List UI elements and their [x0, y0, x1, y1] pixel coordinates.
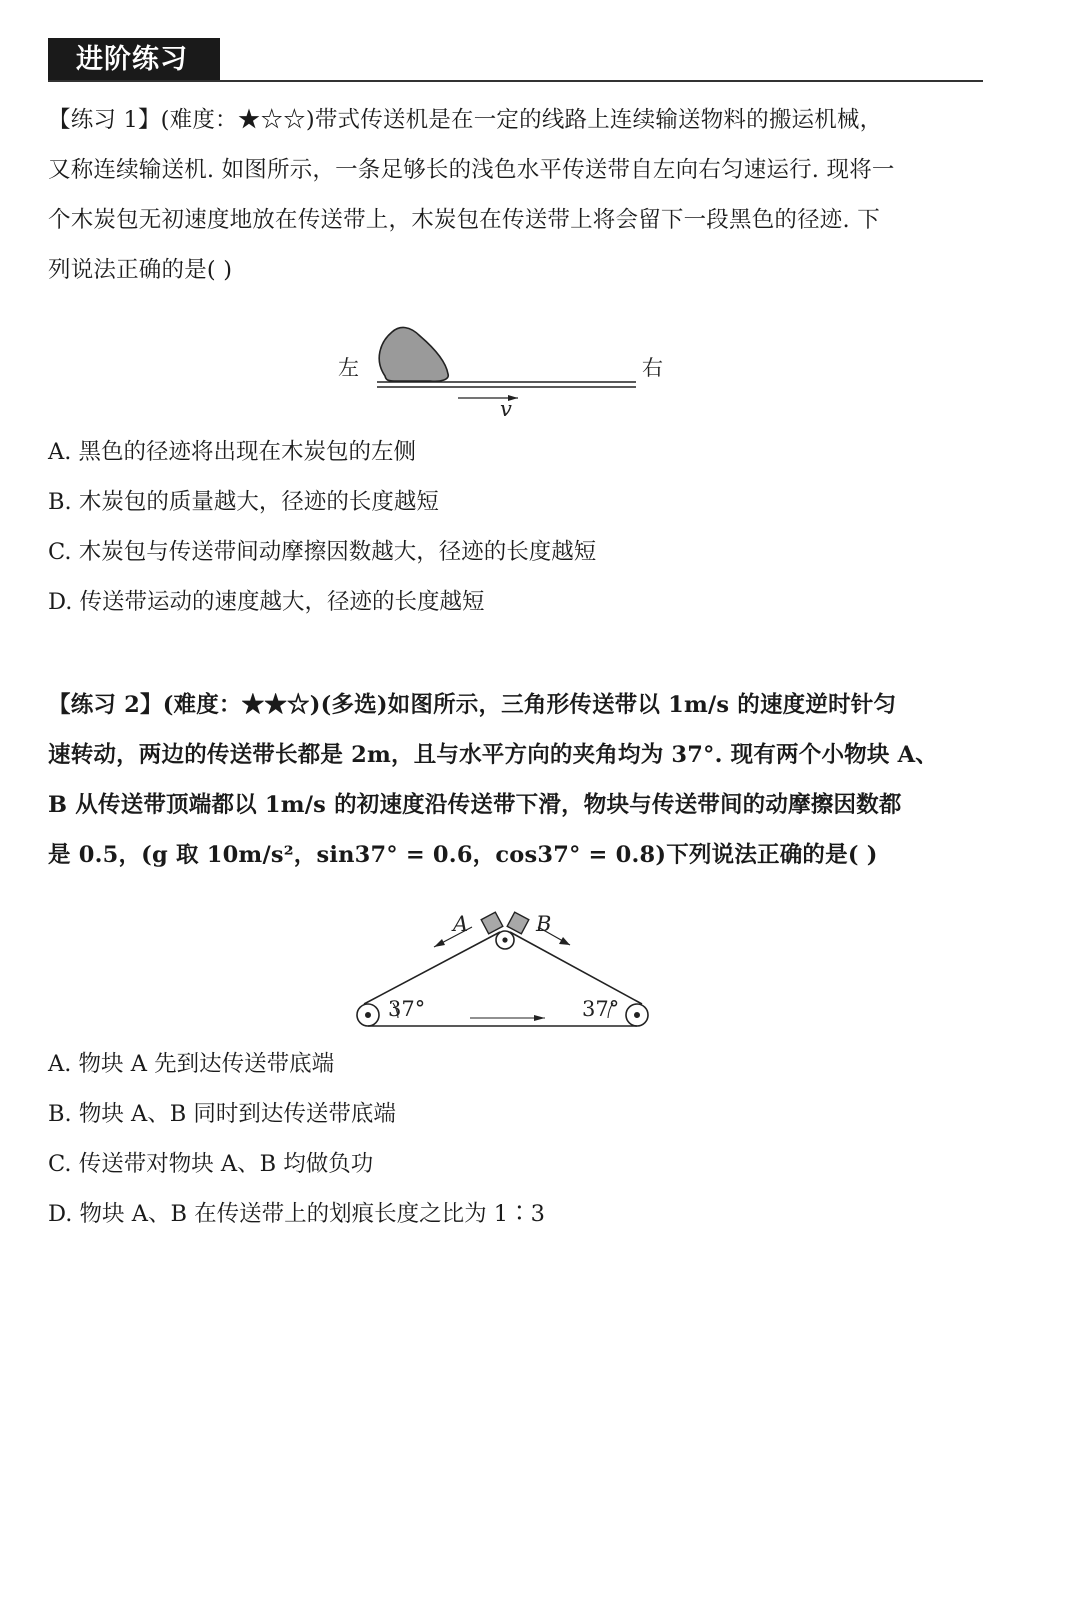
angle-right: 37°	[582, 997, 620, 1021]
option-a: A. 黑色的径迹将出现在木炭包的左侧	[48, 439, 417, 465]
option-b: B. 木炭包的质量越大，径迹的长度越短	[48, 489, 439, 515]
option-d: D. 传送带运动的速度越大，径迹的长度越短	[48, 589, 485, 615]
option-d: D. 物块 A、B 在传送带上的划痕长度之比为 1∶3	[48, 1201, 545, 1227]
charcoal-bag-shape	[379, 327, 448, 381]
option-c: C. 木炭包与传送带间动摩擦因数越大，径迹的长度越短	[48, 539, 597, 565]
triangle-conveyor-figure	[350, 905, 660, 1035]
label-b: B	[536, 912, 552, 936]
block-a	[481, 912, 503, 934]
question-2-line: 【练习 2】(难度：★★☆)(多选)如图所示，三角形传送带以 1m/s 的速度逆时针匀	[48, 692, 897, 718]
option-b: B. 物块 A、B 同时到达传送带底端	[48, 1101, 396, 1127]
label-a: A	[453, 912, 469, 936]
option-a: A. 物块 A 先到达传送带底端	[48, 1051, 335, 1077]
left-label: 左	[338, 356, 359, 380]
question-2-line: 是 0.5，(g 取 10m/s²，sin37° = 0.6，cos37° = 0.8)下列说法正确的是( )	[48, 842, 878, 868]
option-c: C. 传送带对物块 A、B 均做负功	[48, 1151, 374, 1177]
question-1-line: 列说法正确的是( )	[48, 257, 233, 283]
question-2-stem	[48, 680, 988, 880]
velocity-label: v	[500, 397, 512, 421]
question-2-line: 速转动，两边的传送带长都是 2m，且与水平方向的夹角均为 37°. 现有两个小物块 A、	[48, 742, 938, 768]
question-1-stem	[48, 95, 988, 295]
question-2-line: B 从传送带顶端都以 1m/s 的初速度沿传送带下滑，物块与传送带间的动摩擦因数都	[48, 792, 902, 818]
question-1-line: 【练习 1】(难度：★☆☆)带式传送机是在一定的线路上连续输送物料的搬运机械，	[48, 107, 883, 133]
conveyor-belt-figure	[330, 320, 680, 430]
section-title: 进阶练习	[48, 38, 220, 82]
section-header	[48, 38, 983, 84]
right-label: 右	[642, 356, 663, 380]
question-1-line: 又称连续输送机. 如图所示，一条足够长的浅色水平传送带自左向右匀速运行. 现将一	[48, 157, 895, 183]
block-b	[507, 912, 529, 934]
header-divider	[48, 80, 983, 82]
question-1-line: 个木炭包无初速度地放在传送带上，木炭包在传送带上将会留下一段黑色的径迹. 下	[48, 207, 880, 233]
angle-left: 37°	[388, 997, 426, 1021]
